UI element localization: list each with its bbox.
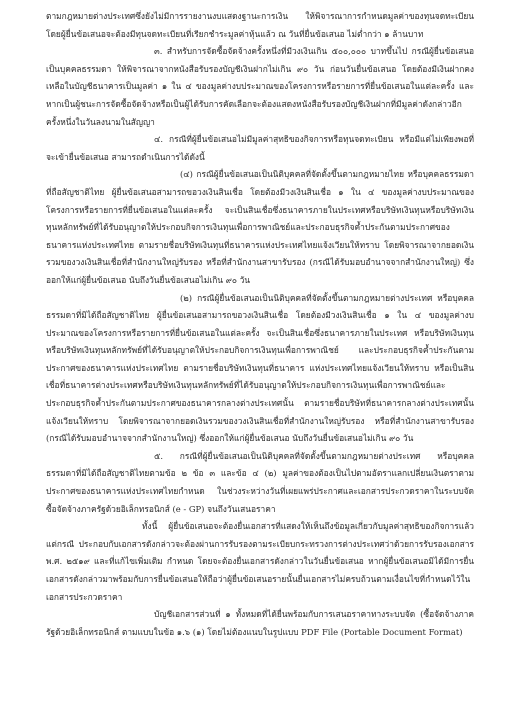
paragraph-item-5: ๕. กรณีที่ผู้ยื่นข้อเสนอเป็นนิติบุคคลที่จัดตั้งขึ้นตามกฎหมายต่างประเทศ หรือบุคคลธรรมดาที่มิได้ถือสัญชาติไทยตามข้อ ๒ ข้อ ๓ และข้อ ๔ (๒) มูลค่าของต้องเป็นไปตามอัตราแลกเปลี่ยนเงินตราตามประกาศของธนาคารแห่งประเทศไทยกำหนด ในช่วงระหว่างวันที่เผยแพร่ประกาศและเอกสารประกวดราคาในระบบจัดซื้อจัดจ้างภาครัฐด้วยอิเล็กทรอนิกส์ (e - GP) จนถึงวันเสนอราคา: [46, 450, 474, 514]
paragraph-item-5-note: ทั้งนี้ ผู้ยื่นข้อเสนอจะต้องยื่นเอกสารที่แสดงให้เห็นถึงข้อมูลเกี่ยวกับมูลค่าสุทธิของกิจการแล้วแต่กรณี ประกอบกับเอกสารดังกล่าวจะต้องผ่านการรับรองตามระเบียบกระทรวงการต่างประเทศว่าด้วยการรับรองเอกสาร พ.ศ. ๒๕๑๙ และที่แก้ไขเพิ่มเติม กำหนด โดยจะต้องยื่นเอกสารดังกล่าวในวันยื่นข้อเสนอ หากผู้ยื่นข้อเสนอมิได้มีการยื่นเอกสารดังกล่าวมาพร้อมกับการยื่นข้อเสนอให้ถือว่าผู้ยื่นข้อเสนอรายนั้นยื่นเอกสารไม่ครบถ้วนตามเงื่อนไขที่กำหนดไว้ในเอกสารประกวดราคา: [46, 521, 474, 602]
paragraph-item-4: ๔. กรณีที่ผู้ยื่นข้อเสนอไม่มีมูลค่าสุทธิของกิจการหรือทุนจดทะเบียน หรือมีแต่ไม่เพียงพอที่จะเข้ายื่นข้อเสนอ สามารถดำเนินการได้ดังนี้: [46, 134, 474, 162]
paragraph-item-4-1: (๔) กรณีผู้ยื่นข้อเสนอเป็นนิติบุคคลที่จัดตั้งขึ้นตามกฎหมายไทย หรือบุคคลธรรมดาที่ถือสัญชาติไทย ผู้ยื่นข้อเสนอสามารถขอวงเงินสินเชื่อ โดยต้องมีวงเงินสินเชื่อ ๑ ใน ๔ ของมูลค่างบประมาณของโครงการหรือรายการที่ยื่นข้อเสนอในแต่ละครั้ง จะเป็นสินเชื่อซึ่งธนาคารภายในประเทศหรือบริษัทเงินทุนหรือบริษัทเงินทุนหลักทรัพย์ที่ได้รับอนุญาตให้ประกอบกิจการเงินทุนเพื่อการพาณิชย์และประกอบธุรกิจค้ำประกันตามประกาศของธนาคารแห่งประเทศไทย ตามรายชื่อบริษัทเงินทุนที่ธนาคารแห่งประเทศไทยแจ้งเวียนให้ทราบ โดยพิจารณาจากยอดเงินรวมของวงเงินสินเชื่อที่สำนักงานใหญ่รับรอง หรือที่สำนักงานสาขารับรอง (กรณีได้รับมอบอำนาจจากสำนักงานใหญ่) ซึ่งออกให้แก่ผู้ยื่นข้อเสนอ นับถึงวันยื่นข้อเสนอไม่เกิน ๙๐ วัน: [46, 169, 474, 285]
paragraph-account-document: บัญชีเอกสารส่วนที่ ๑ ทั้งหมดที่ได้ยื่นพร้อมกับการเสนอราคาทางระบบจัด (ซื้อจัดจ้างภาครัฐด้วยอิเล็กทรอนิกส์ ตามแบบในข้อ ๑.๖ (๑) โดยไม่ต้องแนบในรูปแบบ PDF File (Portable Document Format): [46, 609, 474, 637]
paragraph-overseas-capital: ตามกฎหมายต่างประเทศซึ่งยังไม่มีการรายงานงบแสดงฐานะการเงิน ให้พิจารณาการกำหนดมูลค่าของทุนจดทะเบียน โดยผู้ยื่นข้อเสนอจะต้องมีทุนจดทะเบียนที่เรียกชำระมูลค่าหุ้นแล้ว ณ วันที่ยื่นข้อเสนอ ไม่ต่ำกว่า ๑ ล้านบาท: [46, 11, 474, 39]
paragraph-item-3: ๓. สำหรับการจัดซื้อจัดจ้างครั้งหนึ่งที่มีวงเงินเกิน ๕๐๐,๐๐๐ บาทขึ้นไป กรณีผู้ยื่นข้อเสนอเป็นบุคคลธรรมดา ให้พิจารณาจากหนังสือรับรองบัญชีเงินฝากไม่เกิน ๙๐ วัน ก่อนวันยื่นข้อเสนอ โดยต้องมีเงินฝากคงเหลือในบัญชีธนาคารเป็นมูลค่า ๑ ใน ๔ ของมูลค่างบประมาณของโครงการหรือรายการที่ยื่นข้อเสนอในแต่ละครั้ง และหากเป็นผู้ชนะการจัดซื้อจัดจ้างหรือเป็นผู้ได้รับการคัดเลือกจะต้องแสดงหนังสือรับรองบัญชีเงินฝากที่มีมูลค่าดังกล่าวอีกครั้งหนึ่งในวันลงนามในสัญญา: [46, 46, 474, 127]
paragraph-item-4-2: (๒) กรณีผู้ยื่นข้อเสนอเป็นนิติบุคคลที่จัดตั้งขึ้นตามกฎหมายต่างประเทศ หรือบุคคลธรรมดาที่มิได้ถือสัญชาติไทย ผู้ยื่นข้อเสนอสามารถขอวงเงินสินเชื่อ โดยต้องมีวงเงินสินเชื่อ ๑ ใน ๔ ของมูลค่างบประมาณของโครงการหรือรายการที่ยื่นข้อเสนอในแต่ละครั้ง จะเป็นสินเชื่อซึ่งธนาคารภายในประเทศ หรือบริษัทเงินทุนหรือบริษัทเงินทุนหลักทรัพย์ที่ได้รับอนุญาตให้ประกอบกิจการเงินทุนเพื่อการพาณิชย์ และประกอบธุรกิจค้ำประกันตามประกาศของธนาคารแห่งประเทศไทย ตามรายชื่อบริษัทเงินทุนที่ธนาคาร แห่งประเทศไทยแจ้งเวียนให้ทราบ หรือเป็นสินเชื่อที่ธนาคารต่างประเทศหรือบริษัทเงินทุนหลักทรัพย์ที่ได้รับอนุญาตให้ประกอบกิจการเงินทุนเพื่อการพาณิชย์และประกอบธุรกิจค้ำประกันตามประกาศของธนาคารกลางต่างประเทศนั้น ตามรายชื่อบริษัทที่ธนาคารกลางต่างประเทศนั้นแจ้งเวียนให้ทราบ โดยพิจารณาจากยอดเงินรวมของวงเงินสินเชื่อที่สำนักงานใหญ่รับรอง หรือที่สำนักงานสาขารับรอง (กรณีได้รับมอบอำนาจจากสำนักงานใหญ่) ซึ่งออกให้แก่ผู้ยื่นข้อเสนอ นับถึงวันยื่นข้อเสนอไม่เกิน ๙๐ วัน: [46, 292, 474, 444]
